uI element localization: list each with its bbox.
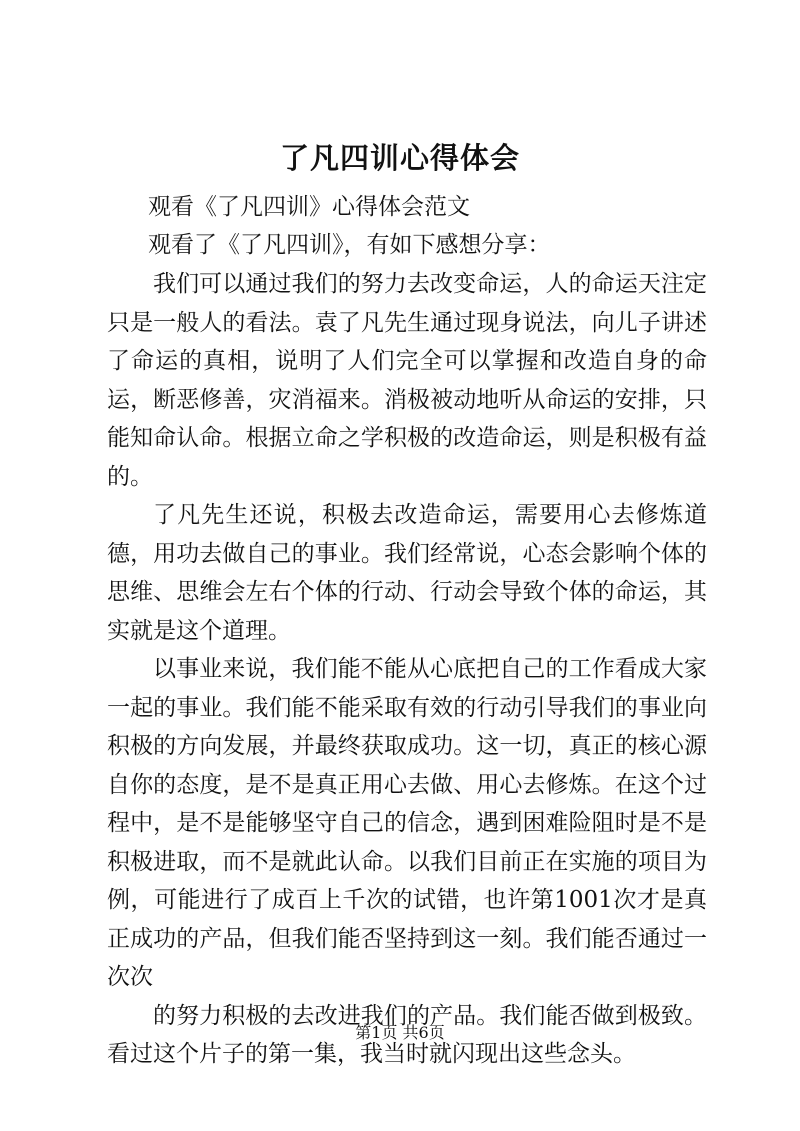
paragraph: 以事业来说，我们能不能从心底把自己的工作看成大家一起的事业。我们能不能采取有效的行动引导我们的事业向积极的方向发展，并最终获取成功。这一切，真正的核心源自你的态度，是不是真正用心去做、用心去修炼。在这个过程中，是不是能够坚守自己的信念，遇到困难险阻时是不是积极进取，而不是就此认命。以我们目前正在实施的项目为例，可能进行了成百上千次的试错，也许第1001次才是真正成功的产品，但我们能否坚持到这一刻。我们能否通过一次次 bbox=[107, 656, 707, 990]
paragraph: 的努力积极的去改进我们的产品。我们能否做到极致。看过这个片子的第一集，我当时就闪现出这些念头。 bbox=[107, 1002, 707, 1067]
paragraph: 我们可以通过我们的努力去改变命运，人的命运天注定只是一般人的看法。袁了凡先生通过现身说法，向儿子讲述了命运的真相，说明了人们完全可以掌握和改造自身的命运，断恶修善，灾消福来。消极被动地听从命运的安排，只能知命认命。根据立命之学积极的改造命运，则是积极有益的。 bbox=[107, 271, 707, 490]
document-title: 了凡四训心得体会 bbox=[279, 141, 520, 175]
body-text bbox=[107, 265, 707, 1074]
intro-line: 观看了《了凡四训》，有如下感想分享： bbox=[148, 232, 551, 258]
paragraph: 了凡先生还说，积极去改造命运，需要用心去修炼道德，用功去做自己的事业。我们经常说，心态会影响个体的思维、思维会左右个体的行动、行动会导致个体的命运，其实就是这个道理。 bbox=[107, 502, 707, 644]
page-footer: 第1页 共6页 bbox=[355, 1023, 445, 1042]
document-subtitle: 观看《了凡四训》心得体会范文 bbox=[148, 194, 470, 220]
